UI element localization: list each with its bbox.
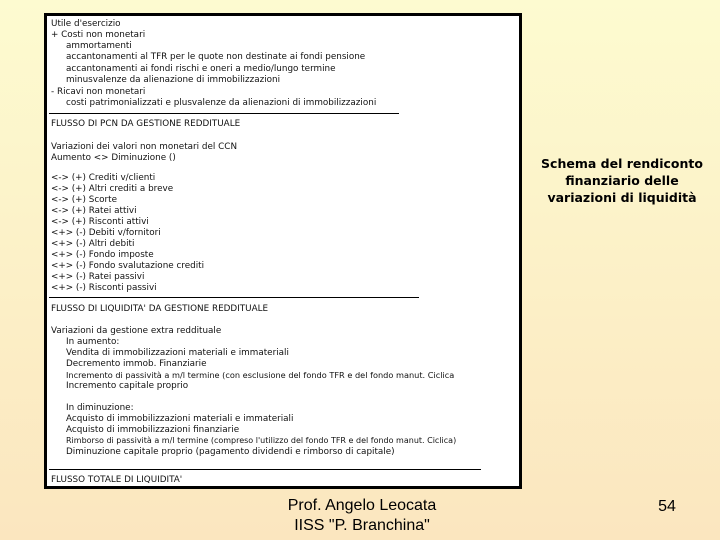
list-item: <-> (+) Ratei attivi [51,206,137,216]
divider [49,469,481,470]
list-item: <+> (-) Altri debiti [51,239,135,249]
list-item: <-> (+) Risconti attivi [51,217,149,227]
list-item: Rimborso di passività a m/l termine (compreso l'utilizzo del fondo TFR e del fondo manut. Ciclica) [66,436,457,445]
list-item: <+> (-) Fondo imposte [51,250,154,260]
list-item: <-> (+) Crediti v/clienti [51,173,156,183]
slide-title: Schema del rendiconto finanziario delle variazioni di liquidità [541,156,703,205]
net-income-line: Utile d'esercizio [51,19,121,29]
increase-label: In aumento: [66,337,120,347]
school-name: IISS "P. Branchina" [294,517,430,534]
list-item: accantonamenti ai fondi rischi e oneri a medio/lungo termine [66,64,336,74]
list-item: <-> (+) Scorte [51,195,118,205]
page-number: 54 [658,498,676,515]
list-item: <-> (+) Altri crediti a breve [51,184,174,194]
non-cash-revenues-line: - Ricavi non monetari [51,87,146,97]
list-item: <+> (-) Ratei passivi [51,272,145,282]
list-item: Vendita di immobilizzazioni materiali e immateriali [66,348,289,358]
list-item: accantonamenti al TFR per le quote non destinate ai fondi pensione [66,52,366,62]
list-item: Decremento immob. Finanziarie [66,359,207,369]
list-item: Acquisto di immobilizzazioni finanziarie [66,425,240,435]
divider [49,113,399,114]
section-heading: Variazioni da gestione extra reddituale [51,326,222,336]
list-item: Incremento di passività a m/l termine (con esclusione del fondo TFR e del fondo manut. Ciclica [66,370,455,380]
section-heading: Variazioni dei valori non monetari del CCN [51,142,238,152]
author-name: Prof. Angelo Leocata [287,497,437,514]
list-item: Incremento capitale proprio [66,381,189,391]
list-item: costi patrimonializzati e plusvalenze da alienazioni di immobilizzazioni [66,98,377,108]
cash-flow-statement-box [44,13,522,489]
section-subheading: Aumento <> Diminuzione () [51,153,176,163]
list-item: Diminuzione capitale proprio (pagamento dividendi e rimborso di capitale) [66,447,395,457]
non-cash-costs-line: + Costi non monetari [51,30,146,40]
decrease-label: In diminuzione: [66,403,134,413]
total-cash-flow-line: FLUSSO TOTALE DI LIQUIDITA' [51,475,183,485]
total-pcn-line: FLUSSO DI PCN DA GESTIONE REDDITUALE [51,119,241,129]
divider [49,297,419,298]
total-operating-line: FLUSSO DI LIQUIDITA' DA GESTIONE REDDITUALE [51,304,269,314]
list-item: <+> (-) Risconti passivi [51,283,157,293]
list-item: minusvalenze da alienazione di immobilizzazioni [66,75,281,85]
list-item: <+> (-) Debiti v/fornitori [51,228,161,238]
list-item: Acquisto di immobilizzazioni materiali e immateriali [66,414,294,424]
list-item: <+> (-) Fondo svalutazione crediti [51,261,205,271]
author-credit [246,496,478,536]
list-item: ammortamenti [66,41,132,51]
